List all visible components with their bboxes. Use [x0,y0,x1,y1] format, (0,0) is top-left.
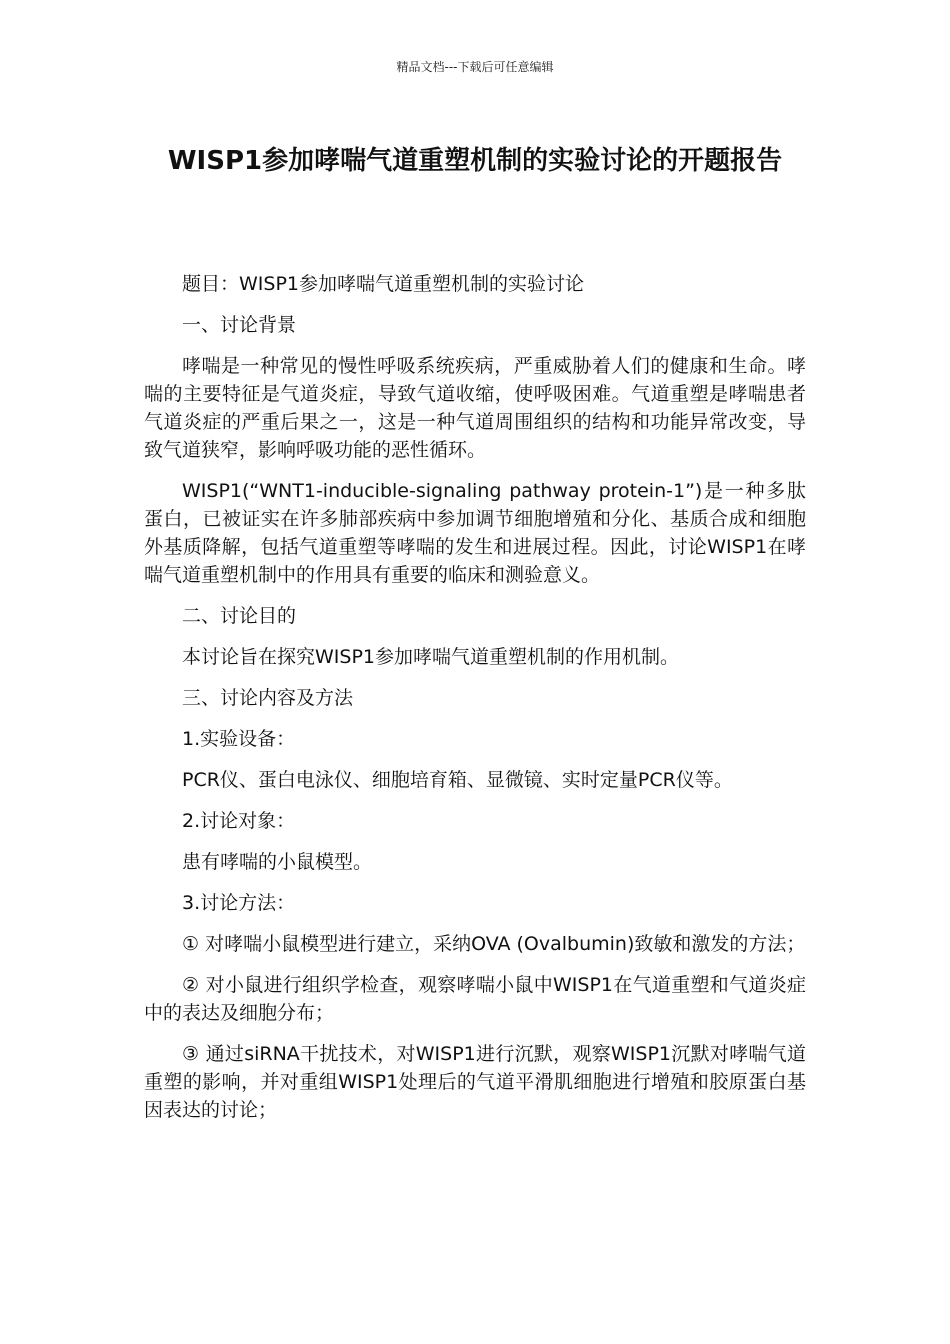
document-body [144,270,806,1137]
paragraph-background-2: WISP1(“WNT1-inducible-signaling pathway protein-1”)是一种多肽蛋白，已被证实在许多肺部疾病中参加调节细胞增殖和分化、基质合成和细胞外基质降解，包括气道重塑等哮喘的发生和进展过程。因此，讨论WISP1在哮喘气道重塑机制中的作用具有重要的临床和测验意义。 [144,480,806,586]
heading-purpose: 二、讨论目的 [182,605,297,627]
page-header: 精品文档---下载后可任意编辑 [396,60,554,74]
subheading-equipment: 1.实验设备： [182,728,296,750]
paragraph-equipment: PCR仪、蛋白电泳仪、细胞培育箱、显微镜、实时定量PCR仪等。 [182,769,733,791]
paragraph-purpose: 本讨论旨在探究WISP1参加哮喘气道重塑机制的作用机制。 [182,646,679,668]
heading-methods: 三、讨论内容及方法 [182,687,354,709]
paragraph-topic: 题目：WISP1参加哮喘气道重塑机制的实验讨论 [182,273,584,295]
list-item-method-3: ③ 通过siRNA干扰技术，对WISP1进行沉默，观察WISP1沉默对哮喘气道重塑的影响，并对重组WISP1处理后的气道平滑肌细胞进行增殖和胶原蛋白基因表达的讨论； [144,1043,806,1121]
paragraph-background-1: 哮喘是一种常见的慢性呼吸系统疾病，严重威胁着人们的健康和生命。哮喘的主要特征是气道炎症，导致气道收缩，使呼吸困难。气道重塑是哮喘患者气道炎症的严重后果之一，这是一种气道周围组织的结构和功能异常改变，导致气道狭窄，影响呼吸功能的恶性循环。 [144,355,806,461]
subheading-method: 3.讨论方法： [182,892,296,914]
heading-background: 一、讨论背景 [182,314,297,336]
list-item-method-1: ① 对哮喘小鼠模型进行建立，采纳OVA (Ovalbumin)致敏和激发的方法； [182,933,806,955]
paragraph-subjects: 患有哮喘的小鼠模型。 [182,851,373,873]
document-title: WISP1参加哮喘气道重塑机制的实验讨论的开题报告 [167,146,783,176]
list-item-method-2: ② 对小鼠进行组织学检查，观察哮喘小鼠中WISP1在气道重塑和气道炎症中的表达及细胞分布； [144,974,806,1024]
subheading-subjects: 2.讨论对象： [182,810,296,832]
